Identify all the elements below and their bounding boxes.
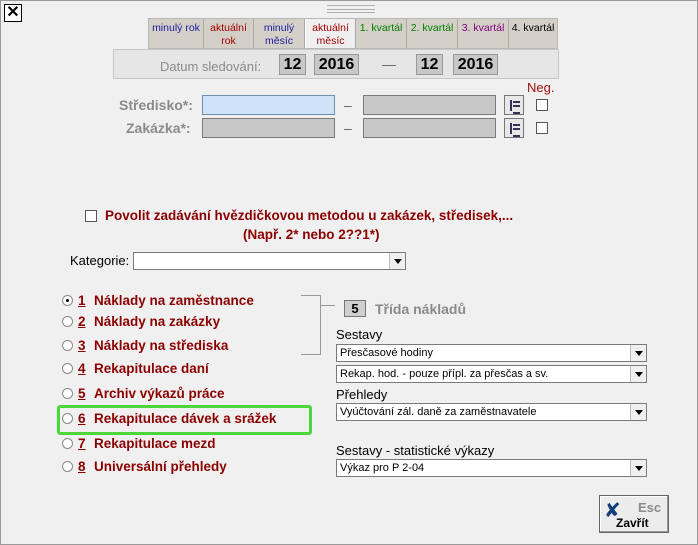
zakazka-from-input[interactable] <box>202 118 335 138</box>
prehledy-label: Přehledy <box>336 387 388 402</box>
radio-option-1[interactable] <box>62 295 73 306</box>
zakazka-tree-icon[interactable] <box>504 118 524 138</box>
wildcard-checkbox[interactable] <box>85 210 97 222</box>
chevron-down-icon[interactable] <box>630 345 646 361</box>
zakazka-neg-checkbox[interactable] <box>536 122 548 134</box>
tab-label: 4. kvartál <box>511 22 555 34</box>
stat-value: Výkaz pro P 2-04 <box>340 462 425 474</box>
option-number: 7 <box>78 436 86 451</box>
wildcard-label: Povolit zadávání hvězdičkovou metodou u zakázek, středisek,... <box>105 208 514 223</box>
zakazka-to-input[interactable] <box>363 118 496 138</box>
cost-class-label: Třída nákladů <box>375 301 467 317</box>
option-label[interactable]: Náklady na zakázky <box>94 314 221 329</box>
date-range <box>113 49 559 79</box>
sestavy-value-1: Přesčasové hodiny <box>340 347 433 359</box>
radio-option-4[interactable] <box>62 363 73 374</box>
tab-label: minulý <box>263 22 295 34</box>
stredisko-neg-checkbox[interactable] <box>536 99 548 111</box>
prehledy-select[interactable] <box>336 403 647 421</box>
to-year-field[interactable]: 2016 <box>453 54 498 75</box>
stredisko-from-input[interactable] <box>202 95 335 115</box>
radio-option-7[interactable] <box>62 438 73 449</box>
date-separator: — <box>382 56 396 72</box>
tab-4-kvartal[interactable] <box>509 19 557 48</box>
kategorie-label: Kategorie: <box>70 253 130 268</box>
tab-label: aktuální <box>312 22 349 34</box>
tab-label: měsíc <box>264 35 293 47</box>
tab-label: 2. kvartál <box>410 22 454 34</box>
tab-label: 3. kvartál <box>461 22 505 34</box>
chevron-down-icon[interactable] <box>630 404 646 420</box>
option-number: 1 <box>78 293 86 308</box>
close-label: Zavřít <box>616 516 649 530</box>
option-label[interactable]: Náklady na zaměstnance <box>94 293 254 308</box>
option-label[interactable]: Náklady na střediska <box>94 338 229 353</box>
radio-option-3[interactable] <box>62 340 73 351</box>
kategorie-select[interactable] <box>133 252 406 270</box>
tab-2-kvartal[interactable] <box>407 19 458 48</box>
chevron-down-icon[interactable] <box>630 460 646 476</box>
chevron-down-icon[interactable] <box>630 366 646 382</box>
stredisko-label: Středisko*: <box>119 97 193 113</box>
option-number: 2 <box>78 314 86 329</box>
tab-label: minulý rok <box>152 22 200 34</box>
range-dash: – <box>344 120 352 136</box>
radio-option-5[interactable] <box>62 388 73 399</box>
zakazka-label: Zakázka*: <box>126 120 191 136</box>
sestavy-value-2: Rekap. hod. - pouze přípl. za přesčas a sv. <box>340 368 549 380</box>
close-x-icon: ✘ <box>604 498 621 522</box>
stat-label: Sestavy - statistické výkazy <box>336 443 495 458</box>
tab-minuly-rok[interactable] <box>149 19 204 48</box>
tab-3-kvartal[interactable] <box>458 19 509 48</box>
option-number: 8 <box>78 459 86 474</box>
tab-label: 1. kvartál <box>359 22 403 34</box>
radio-option-2[interactable] <box>62 316 73 327</box>
drag-grip[interactable] <box>327 5 375 13</box>
selection-highlight <box>57 405 312 435</box>
close-button[interactable] <box>599 495 669 533</box>
radio-option-8[interactable] <box>62 461 73 472</box>
from-month-field[interactable]: 12 <box>279 54 306 75</box>
tab-1-kvartal[interactable] <box>356 19 407 48</box>
option-label[interactable]: Rekapitulace daní <box>94 361 209 376</box>
option-bracket-line <box>321 305 335 306</box>
sestavy-select-1[interactable] <box>336 344 647 362</box>
tab-label: měsíc <box>316 35 345 47</box>
to-month-field[interactable]: 12 <box>416 54 443 75</box>
option-label[interactable]: Universální přehledy <box>94 459 227 474</box>
period-tabs <box>148 18 558 49</box>
cost-class-field[interactable]: 5 <box>344 300 366 317</box>
sestavy-label: Sestavy <box>336 327 383 342</box>
tab-aktualni-mesic[interactable] <box>305 19 356 48</box>
tab-aktualni-rok[interactable] <box>204 19 254 48</box>
option-bracket <box>301 295 321 355</box>
option-number: 3 <box>78 338 86 353</box>
tab-minuly-mesic[interactable] <box>254 19 305 48</box>
tab-label: rok <box>221 35 236 47</box>
tab-label: aktuální <box>210 22 247 34</box>
option-label[interactable]: Archiv výkazů práce <box>94 386 225 401</box>
stredisko-to-input[interactable] <box>363 95 496 115</box>
option-number: 4 <box>78 361 86 376</box>
stredisko-tree-icon[interactable] <box>504 95 524 115</box>
esc-label: Esc <box>638 500 662 515</box>
wildcard-example: (Např. 2* nebo 2??1*) <box>243 227 380 242</box>
chevron-down-icon[interactable] <box>389 253 405 269</box>
from-year-field[interactable]: 2016 <box>314 54 359 75</box>
sestavy-select-2[interactable] <box>336 365 647 383</box>
prehledy-value: Vyúčtování zál. daně za zaměstnavatele <box>340 406 537 418</box>
option-label[interactable]: Rekapitulace mezd <box>94 436 216 451</box>
date-label: Datum sledování: <box>160 59 262 74</box>
option-label[interactable]: Rekapitulace dávek a srážek <box>94 411 277 426</box>
option-number: 6 <box>78 411 86 426</box>
range-dash: – <box>344 97 352 113</box>
close-icon[interactable]: ✕ <box>4 4 22 22</box>
option-number: 5 <box>78 386 86 401</box>
neg-label: Neg. <box>527 80 555 95</box>
stat-select[interactable] <box>336 459 647 477</box>
